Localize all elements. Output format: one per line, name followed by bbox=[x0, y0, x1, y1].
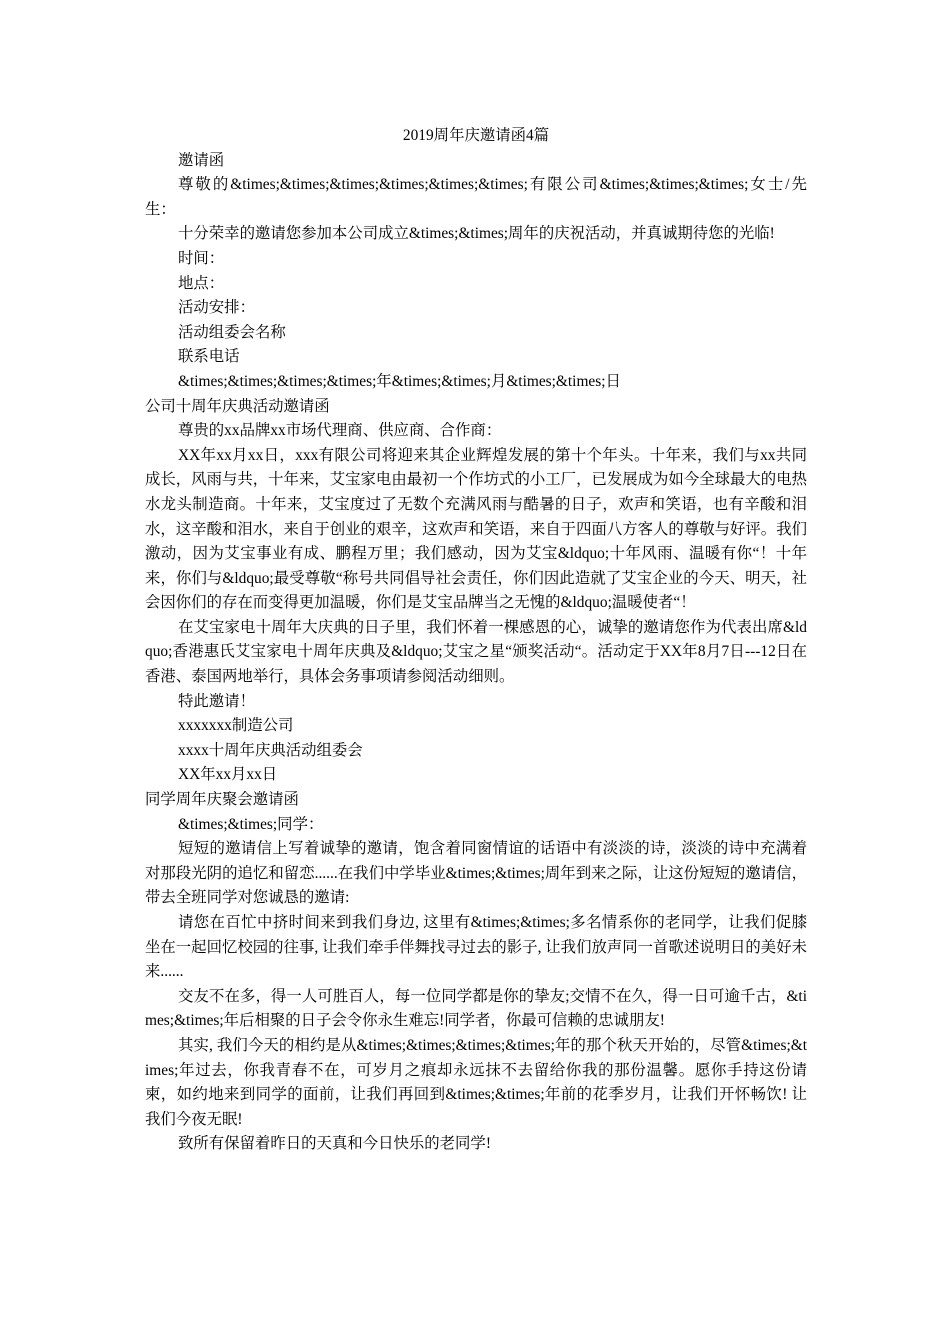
paragraph: 联系电话 bbox=[178, 348, 240, 366]
paragraph: 尊贵的xx品牌xx市场代理商、供应商、合作商： bbox=[178, 422, 502, 440]
paragraph: 在艾宝家电十周年大庆典的日子里，我们怀着一棵感恩的心，诚挚的邀请您作为代表出席&ldquo;香港惠氏艾宝家电十周年庆典及&ldquo;艾宝之星“颁奖活动“。活动定于XX年8月7日---12日在香港、泰国两地举行，具体会务事项请参阅活动细则。 bbox=[145, 618, 807, 686]
document-body bbox=[145, 124, 807, 1157]
paragraph: &times;&times;&times;&times;年&times;&times;月&times;&times;日 bbox=[178, 372, 621, 390]
paragraph: 交友不在多，得一人可胜百人，每一位同学都是你的挚友;交情不在久，得一日可逾千古，&times;&times;年后相聚的日子会令你永生难忘!同学者，你最可信赖的忠诚朋友! bbox=[145, 987, 807, 1030]
paragraph: 活动组委会名称 bbox=[178, 323, 286, 341]
paragraph: 地点： bbox=[178, 274, 225, 292]
paragraph: xxxx十周年庆典活动组委会 bbox=[178, 741, 363, 759]
paragraph: 活动安排： bbox=[178, 299, 255, 317]
paragraph: 公司十周年庆典活动邀请函 bbox=[145, 397, 330, 415]
paragraph: 特此邀请！ bbox=[178, 692, 255, 710]
paragraph: &times;&times;同学： bbox=[178, 815, 324, 833]
paragraph: 十分荣幸的邀请您参加本公司成立&times;&times;周年的庆祝活动，并真诚期待您的光临! bbox=[178, 225, 775, 243]
paragraph: 时间： bbox=[178, 249, 225, 267]
paragraph: 其实, 我们今天的相约是从&times;&times;&times;&times;年的那个秋天开始的，尽管&times;&times;年过去，你我青春不在，可岁月之痕却永远抹不去留给你我的那份温馨。愿你手持这份请柬，如约地来到同学的面前，让我们再回到&times;&times;年前的花季岁月，让我们开怀畅饮! 让我们今夜无眠! bbox=[145, 1036, 807, 1128]
paragraph: 请您在百忙中挤时间来到我们身边, 这里有&times;&times;多名情系你的老同学，让我们促膝坐在一起回忆校园的往事, 让我们牵手伴舞找寻过去的影子, 让我们放声同一首歌述说明日的美好未来...... bbox=[145, 914, 807, 981]
paragraph: XX年xx月xx日，xxx有限公司将迎来其企业辉煌发展的第十个年头。十年来，我们与xx共同成长，风雨与共，十年来，艾宝家电由最初一个作坊式的小工厂，已发展成为如今全球最大的电热水龙头制造商。十年来，艾宝度过了无数个充满风雨与酷暑的日子，欢声和笑语，也有辛酸和泪水，这辛酸和泪水，来自于创业的艰辛，这欢声和笑语，来自于四面八方客人的尊敬与好评。我们激动，因为艾宝事业有成、鹏程万里；我们感动，因为艾宝&ldquo;十年风雨、温暖有你“！十年来，你们与&ldquo;最受尊敬“称号共同倡导社会责任，你们因此造就了艾宝企业的今天、明天，社会因你们的存在而变得更加温暖，你们是艾宝品牌当之无愧的&ldquo;温暖使者“！ bbox=[145, 446, 807, 612]
paragraph-list bbox=[145, 149, 807, 1157]
paragraph: 短短的邀请信上写着诚挚的邀请，饱含着同窗情谊的话语中有淡淡的诗，淡淡的诗中充满着对那段光阴的追忆和留恋......在我们中学毕业&times;&times;周年到来之际，让这份短短的邀请信，带去全班同学对您诚恳的邀请: bbox=[145, 840, 807, 907]
paragraph: 同学周年庆聚会邀请函 bbox=[145, 791, 299, 809]
paragraph: 邀请函 bbox=[178, 151, 225, 169]
paragraph: XX年xx月xx日 bbox=[178, 766, 278, 784]
document-title: 2019周年庆邀请函4篇 bbox=[402, 127, 550, 144]
paragraph: 致所有保留着昨日的天真和今日快乐的老同学! bbox=[178, 1135, 491, 1153]
paragraph: xxxxxxx制造公司 bbox=[178, 717, 294, 735]
paragraph: 尊敬的&times;&times;&times;&times;&times;&times;有限公司&times;&times;&times;女士/先生： bbox=[145, 176, 807, 218]
